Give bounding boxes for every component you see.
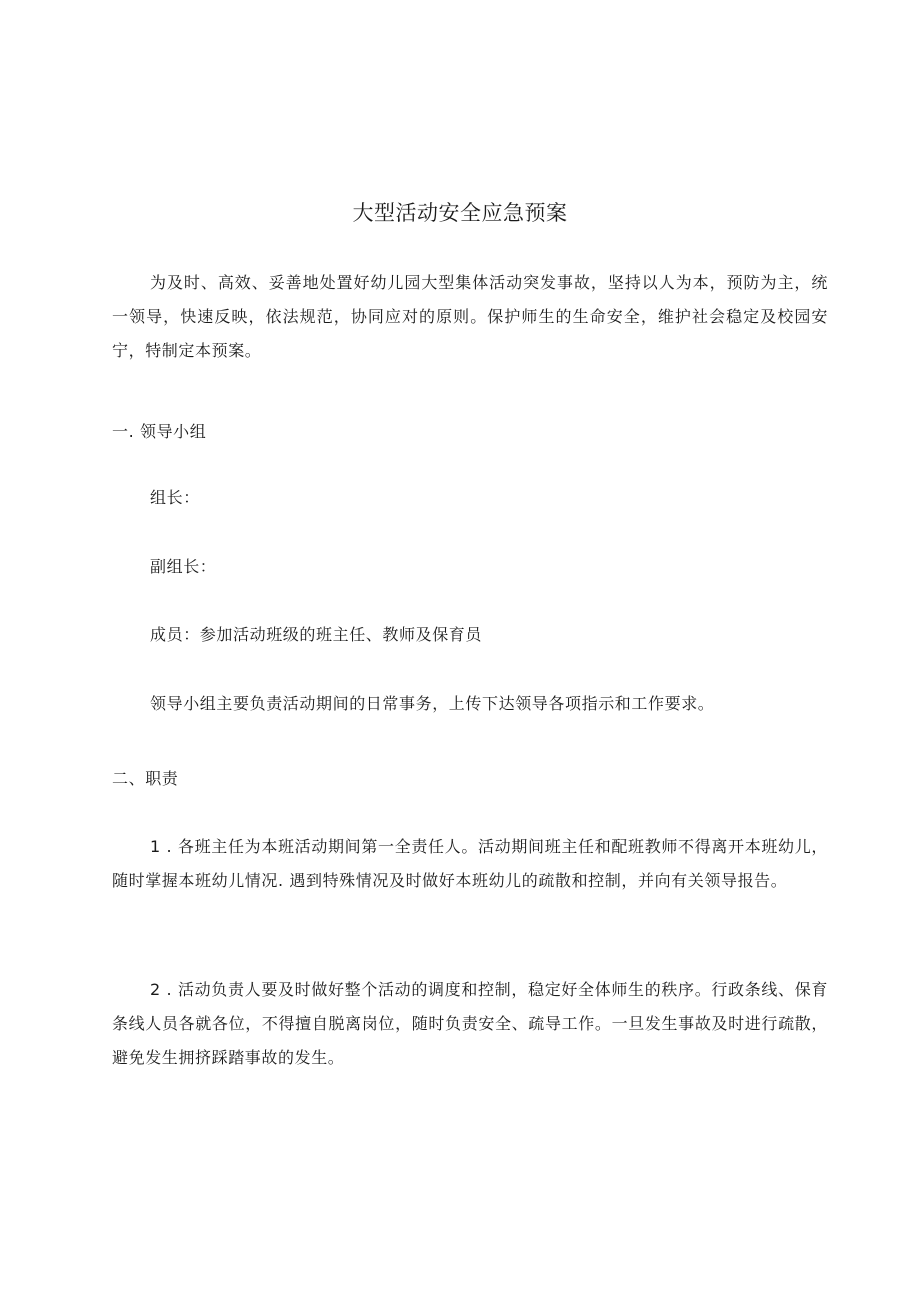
group-duty-line: 领导小组主要负责活动期间的日常事务，上传下达领导各项指示和工作要求。 xyxy=(150,694,715,713)
members-line: 成员：参加活动班级的班主任、教师及保育员 xyxy=(150,625,483,644)
section-2-heading: 二、职责 xyxy=(112,769,179,788)
section-1-heading: 一. 领导小组 xyxy=(112,422,207,441)
document-title: 大型活动安全应急预案 xyxy=(352,201,568,225)
vice-leader-line: 副组长： xyxy=(150,557,217,576)
duty-item-1: 1 . 各班主任为本班活动期间第一全责任人。活动期间班主任和配班教师不得离开本班幼儿，随时掌握本班幼儿情况. 遇到特殊情况及时做好本班幼儿的疏散和控制，并向有关领导报告。 xyxy=(112,837,828,890)
intro-paragraph: 为及时、高效、妥善地处置好幼儿园大型集体活动突发事故，坚持以人为本，预防为主，统一领导，快速反映，依法规范，协同应对的原则。保护师生的生命安全，维护社会稳定及校园安宁，特制定本预案。 xyxy=(112,273,828,360)
leader-line: 组长： xyxy=(150,488,200,507)
duty-item-2: 2 . 活动负责人要及时做好整个活动的调度和控制，稳定好全体师生的秩序。行政条线、保育条线人员各就各位，不得擅自脱离岗位，随时负责安全、疏导工作。一旦发生事故及时进行疏散，避免发生拥挤踩踏事故的发生。 xyxy=(112,980,828,1067)
